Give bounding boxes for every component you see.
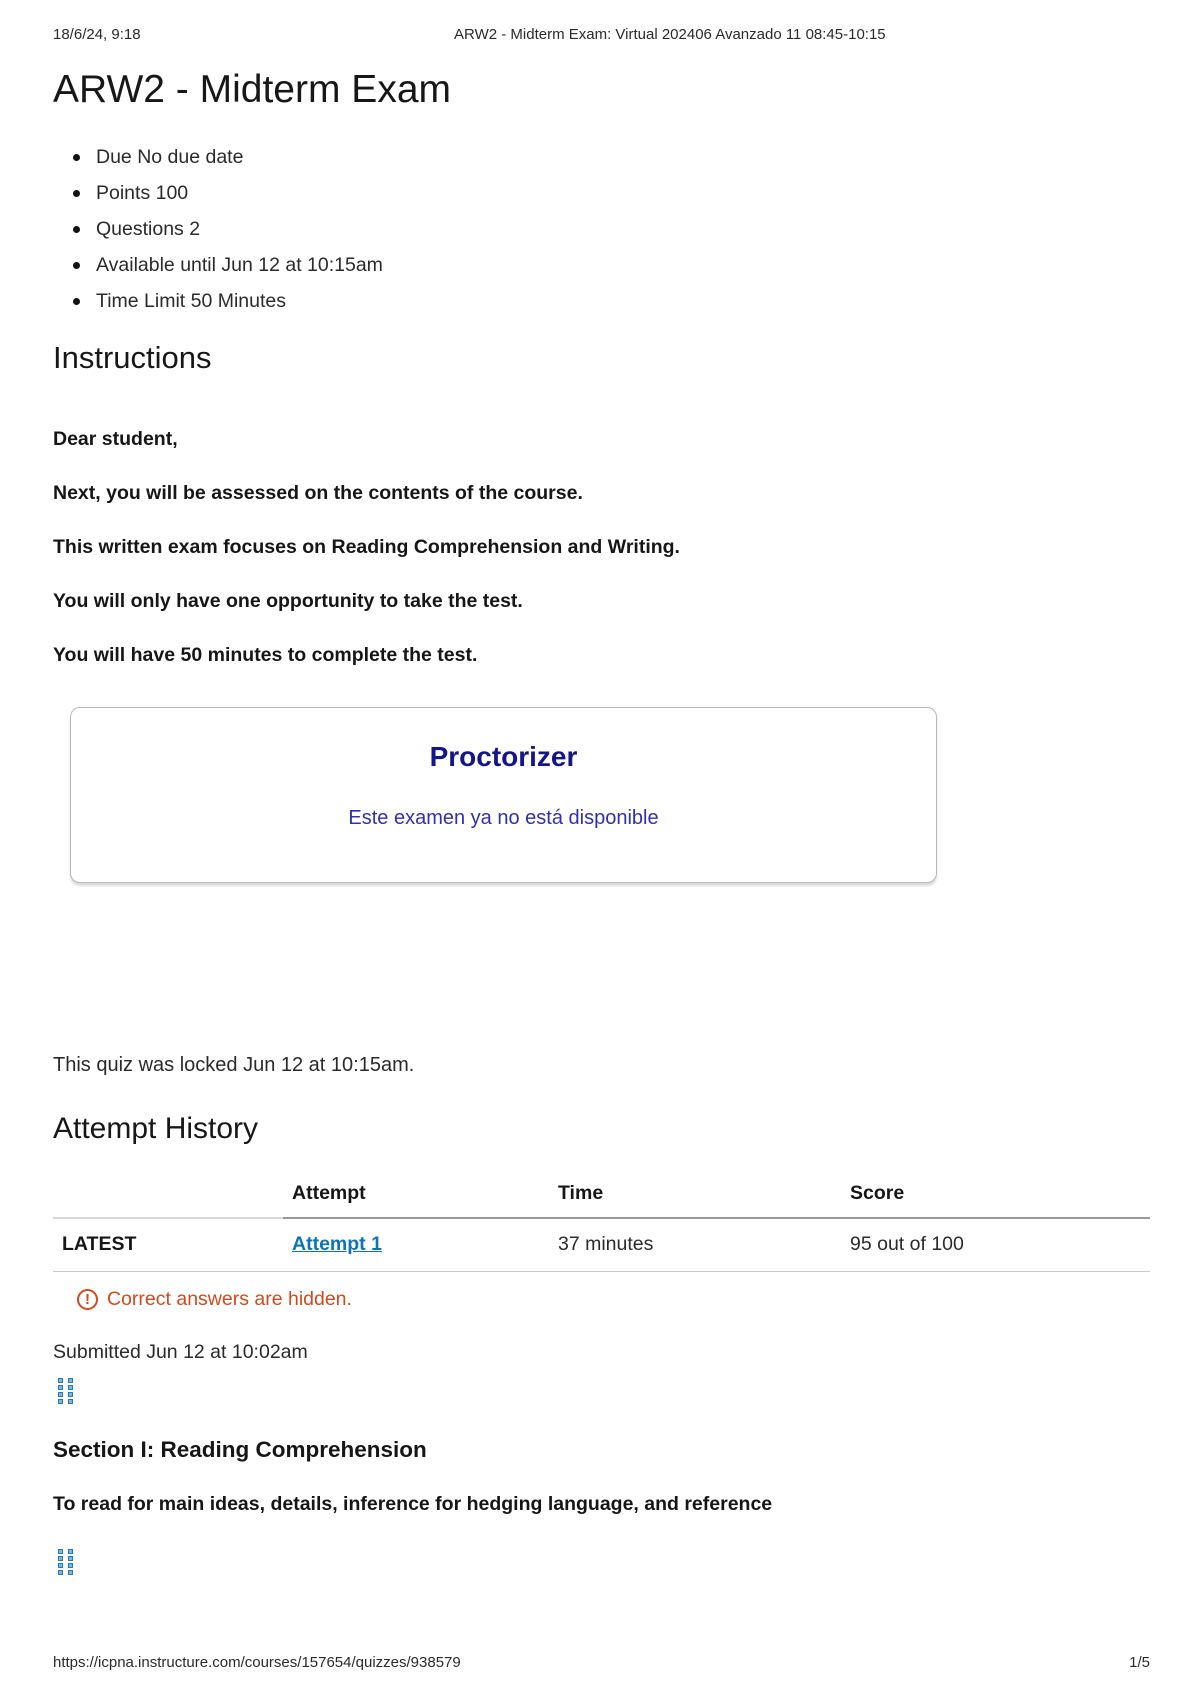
print-page-indicator: 1/5	[1129, 1654, 1150, 1671]
attempt-table-header-row	[53, 1174, 1150, 1218]
attempt-time-value: 37 minutes	[549, 1218, 841, 1272]
proctorizer-title: Proctorizer	[429, 741, 578, 772]
quiz-detail-points: Points 100	[53, 175, 383, 211]
instructions-paragraph: Next, you will be assessed on the contents of the course.	[53, 482, 583, 504]
drag-handle-icon[interactable]	[58, 1378, 73, 1404]
attempt-history-heading: Attempt History	[53, 1112, 259, 1145]
exclamation-circle-icon: !	[77, 1289, 98, 1310]
attempt-history-table	[53, 1174, 1150, 1272]
submitted-timestamp: Submitted Jun 12 at 10:02am	[53, 1341, 308, 1363]
print-footer-url: https://icpna.instructure.com/courses/157654/quizzes/938579	[53, 1654, 461, 1671]
section-heading: Section I: Reading Comprehension	[53, 1437, 427, 1462]
instructions-paragraph: You will have 50 minutes to complete the test.	[53, 644, 478, 666]
quiz-locked-notice: This quiz was locked Jun 12 at 10:15am.	[53, 1054, 415, 1076]
attempt-1-link[interactable]: Attempt 1	[292, 1233, 382, 1255]
instructions-paragraph: Dear student,	[53, 428, 178, 450]
quiz-detail-time-limit: Time Limit 50 Minutes	[53, 283, 383, 319]
proctorizer-unavailable-message: Este examen ya no está disponible	[348, 807, 659, 829]
print-timestamp: 18/6/24, 9:18	[53, 26, 141, 43]
attempt-column-score: Score	[841, 1174, 1150, 1218]
proctorizer-panel	[70, 707, 937, 883]
instructions-paragraph: You will only have one opportunity to take the test.	[53, 590, 523, 612]
quiz-detail-available: Available until Jun 12 at 10:15am	[53, 247, 383, 283]
latest-badge: LATEST	[62, 1233, 137, 1255]
instructions-heading: Instructions	[53, 340, 212, 375]
quiz-details-list	[53, 139, 383, 319]
attempt-row	[53, 1218, 1150, 1272]
attempt-column-attempt: Attempt	[283, 1174, 549, 1218]
attempt-score-value: 95 out of 100	[841, 1218, 1150, 1272]
attempt-column-blank	[53, 1174, 283, 1218]
drag-handle-icon[interactable]	[58, 1549, 73, 1575]
correct-answers-hidden-warning	[77, 1288, 352, 1311]
warning-text: Correct answers are hidden.	[107, 1288, 352, 1310]
page-title: ARW2 - Midterm Exam	[53, 68, 451, 111]
section-description: To read for main ideas, details, inference for hedging language, and reference	[53, 1493, 773, 1515]
print-document-title: ARW2 - Midterm Exam: Virtual 202406 Avanzado 11 08:45-10:15	[454, 26, 886, 43]
instructions-paragraph: This written exam focuses on Reading Comprehension and Writing.	[53, 536, 680, 558]
attempt-column-time: Time	[549, 1174, 841, 1218]
quiz-detail-due: Due No due date	[53, 139, 383, 175]
quiz-detail-questions: Questions 2	[53, 211, 383, 247]
